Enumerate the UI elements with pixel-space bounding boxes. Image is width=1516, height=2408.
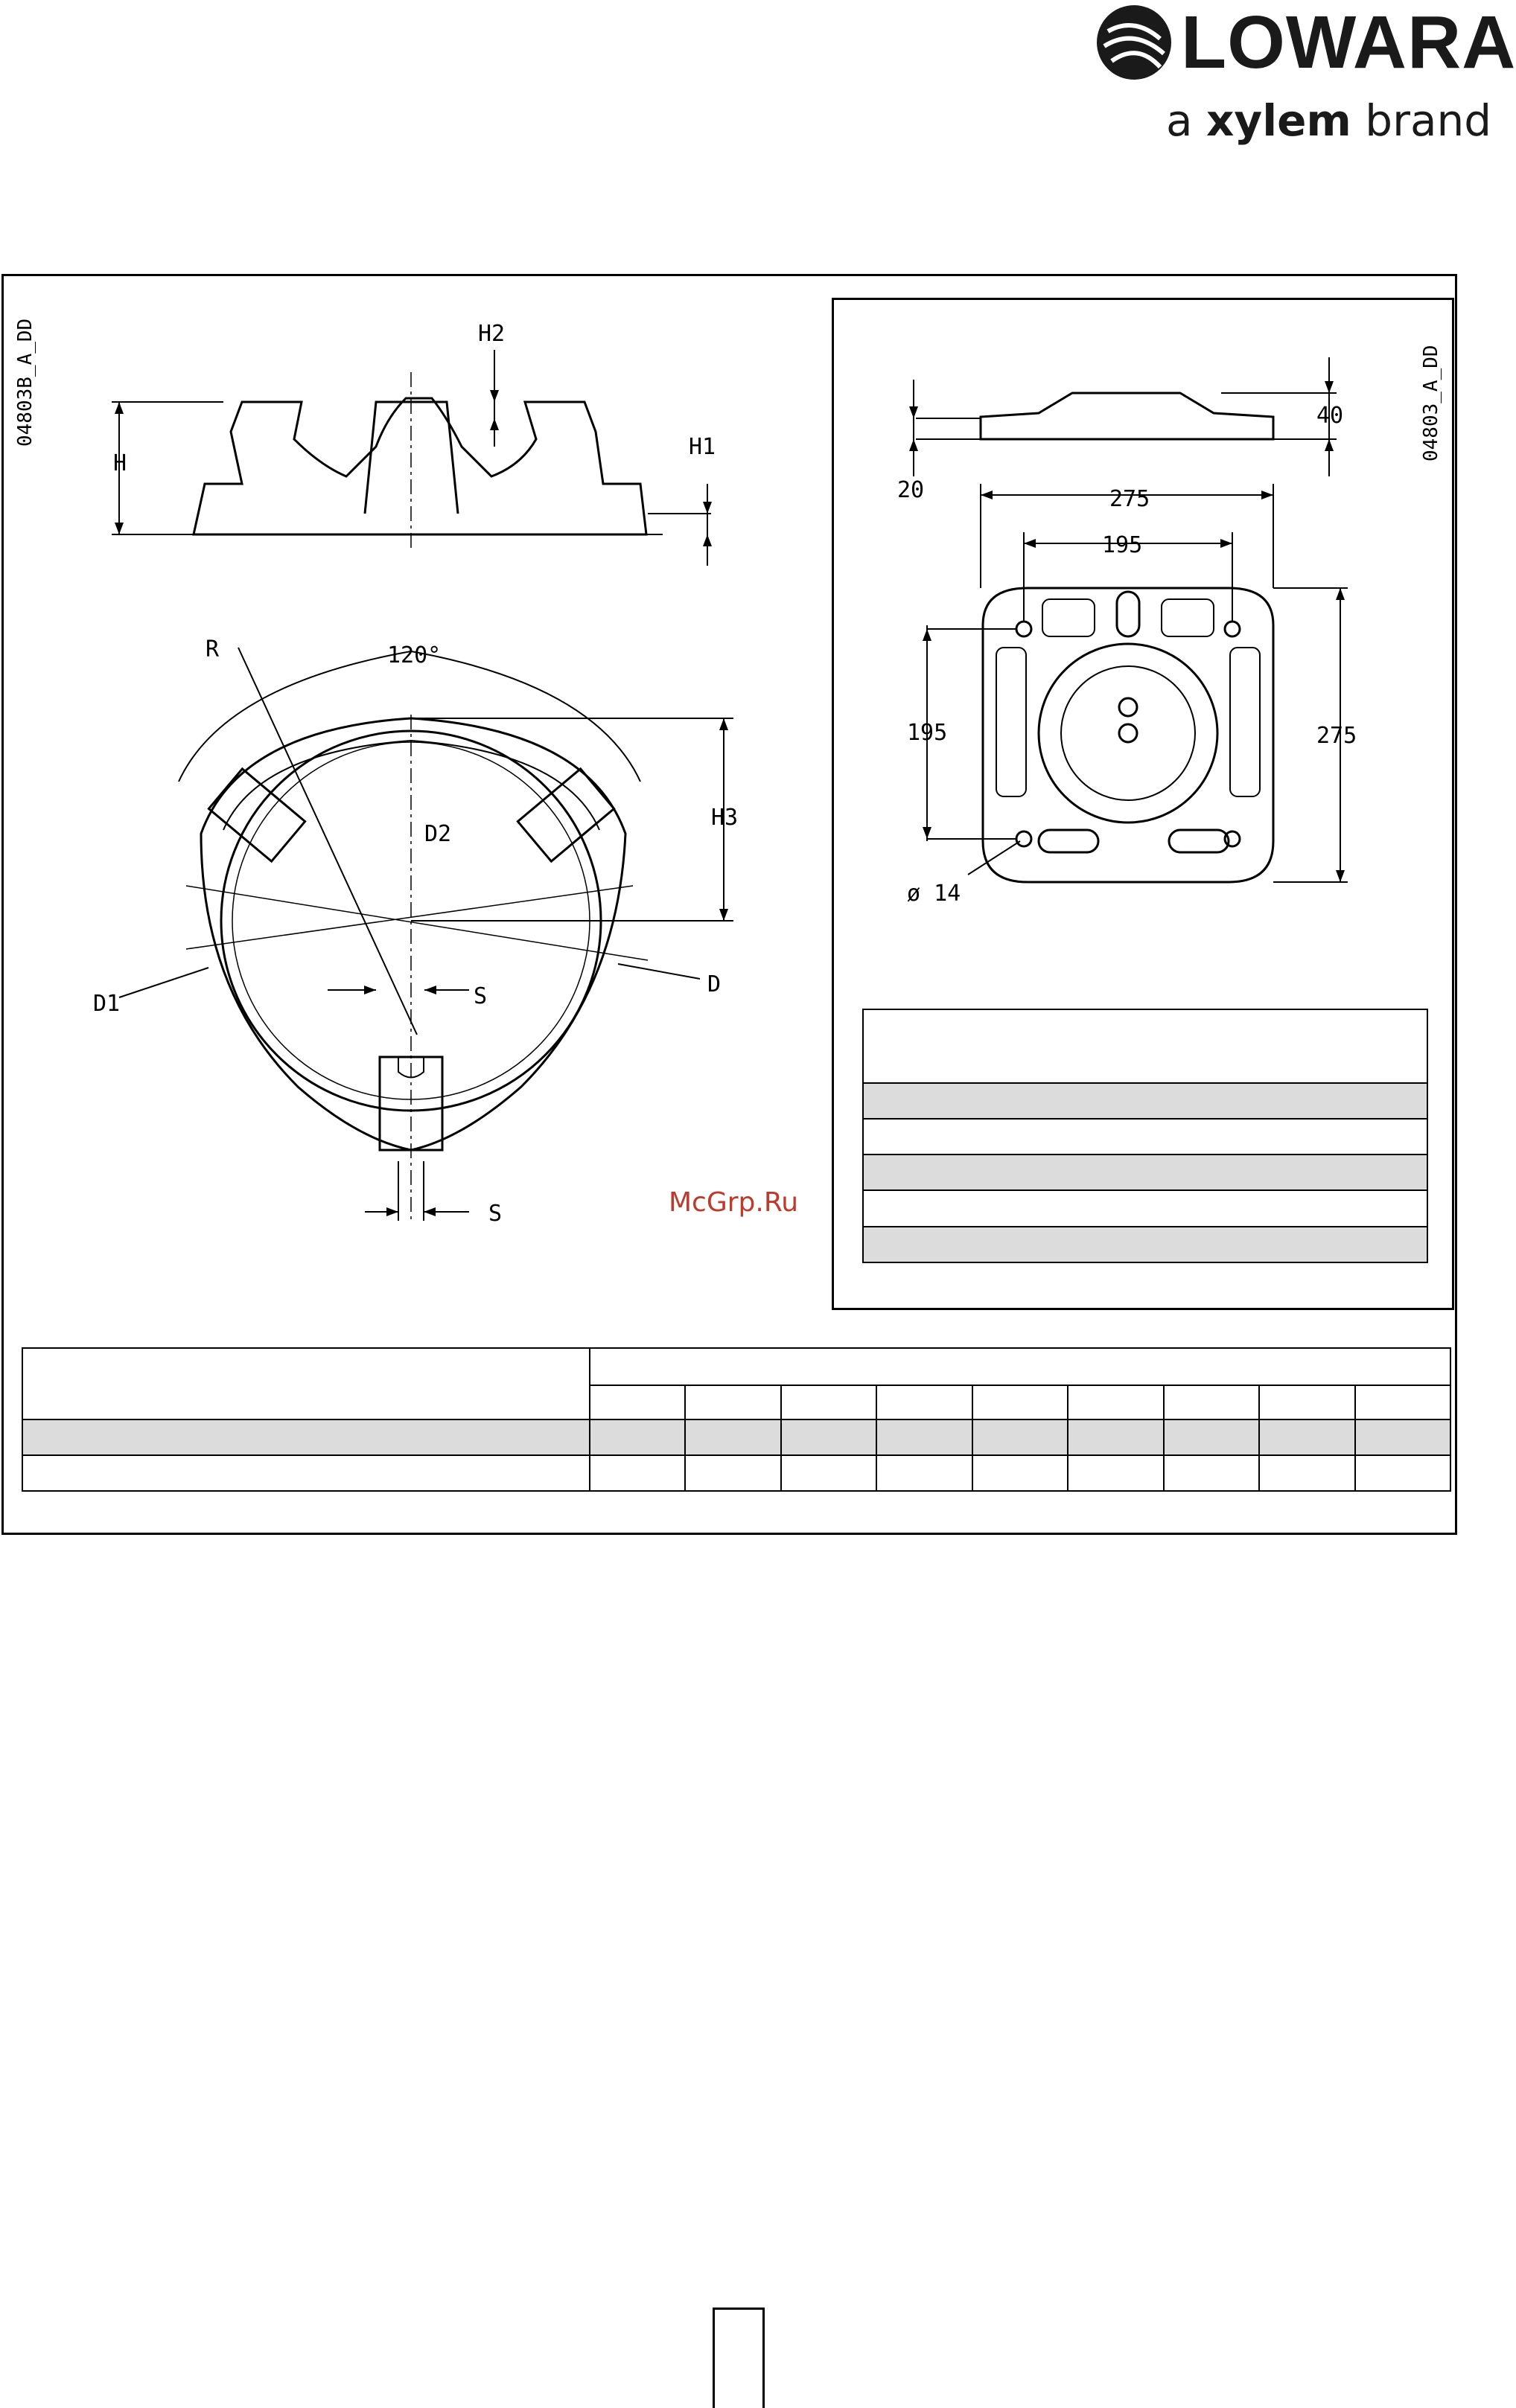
dim-label-h1: H1 — [689, 434, 716, 460]
dim-label-r: R — [206, 636, 220, 662]
dim-label-d1: D1 — [93, 991, 121, 1017]
table-header-col — [590, 1385, 685, 1419]
dimensions-table — [22, 1347, 1451, 1492]
dim-label-angle: 120° — [387, 642, 442, 668]
table-cell — [1259, 1419, 1354, 1455]
side-view-outline — [194, 398, 646, 534]
table-header-col — [781, 1385, 876, 1419]
dim-label-h2: H2 — [478, 321, 506, 347]
table-cell — [781, 1419, 876, 1455]
dim-plate-hole-diameter: ø 14 — [907, 881, 961, 907]
dim-label-d: D — [707, 971, 722, 997]
brand-name: LOWARA — [1181, 1, 1516, 84]
table-row — [22, 1419, 590, 1455]
table-header-model — [22, 1348, 590, 1419]
table-row — [863, 1190, 1427, 1226]
table-cell — [1068, 1419, 1163, 1455]
table-cell — [1259, 1455, 1354, 1491]
tagline-suffix: brand — [1365, 95, 1492, 146]
dim-label-s-bottom: S — [488, 1201, 503, 1227]
mount-hole-tr — [1225, 622, 1240, 636]
table-cell — [1355, 1455, 1451, 1491]
dim-plate-outer-width: 275 — [1109, 486, 1150, 512]
table-row — [863, 1083, 1427, 1119]
table-cell — [972, 1455, 1068, 1491]
dim-plate-height-total: 40 — [1316, 403, 1344, 429]
table-cell — [685, 1419, 780, 1455]
table-cell — [1164, 1455, 1259, 1491]
page-number-box — [713, 2308, 765, 2408]
dim-label-d2: D2 — [424, 821, 452, 847]
table-row — [863, 1227, 1427, 1262]
table-cell — [972, 1419, 1068, 1455]
tagline-bold: xylem — [1206, 95, 1351, 146]
table-row — [22, 1455, 590, 1491]
table-header-col — [685, 1385, 780, 1419]
table-cell — [781, 1455, 876, 1491]
dim-plate-outer-height: 275 — [1316, 723, 1357, 749]
dim-label-h: H — [113, 450, 127, 476]
dim-label-h3: H3 — [711, 805, 739, 831]
table-header-col — [1164, 1385, 1259, 1419]
tagline-prefix: a — [1166, 95, 1193, 146]
table-row — [863, 1119, 1427, 1155]
dim-plate-hole-spacing-x: 195 — [1102, 532, 1143, 558]
table-cell — [1068, 1455, 1163, 1491]
table-cell — [1355, 1419, 1451, 1455]
table-cell — [590, 1419, 685, 1455]
plate-center-ring — [1039, 644, 1217, 823]
base-plate-table — [862, 1009, 1428, 1263]
dim-plate-hole-spacing-y: 195 — [907, 720, 948, 746]
plate-side-profile — [981, 393, 1273, 439]
table-header-col — [1068, 1385, 1163, 1419]
table-cell — [876, 1419, 972, 1455]
mount-hole-bl — [1016, 831, 1031, 846]
right-drawing-code: 04803_A_DD — [1420, 345, 1442, 462]
table-row — [863, 1155, 1427, 1190]
watermark: McGrp.Ru — [669, 1187, 799, 1218]
table-header-col — [876, 1385, 972, 1419]
dim-plate-height-base: 20 — [897, 477, 925, 503]
table-header-group — [590, 1348, 1450, 1385]
table-header-col — [972, 1385, 1068, 1419]
table-cell — [876, 1455, 972, 1491]
mount-hole-tl — [1016, 622, 1031, 636]
table-header-col — [1259, 1385, 1354, 1419]
table-cell — [1164, 1419, 1259, 1455]
left-drawing-code: 04803B_A_DD — [14, 318, 36, 447]
table-cell — [685, 1455, 780, 1491]
table-header-col — [1355, 1385, 1451, 1419]
table-cell — [590, 1455, 685, 1491]
table-header — [863, 1009, 1427, 1083]
dim-label-s-top: S — [474, 983, 488, 1009]
